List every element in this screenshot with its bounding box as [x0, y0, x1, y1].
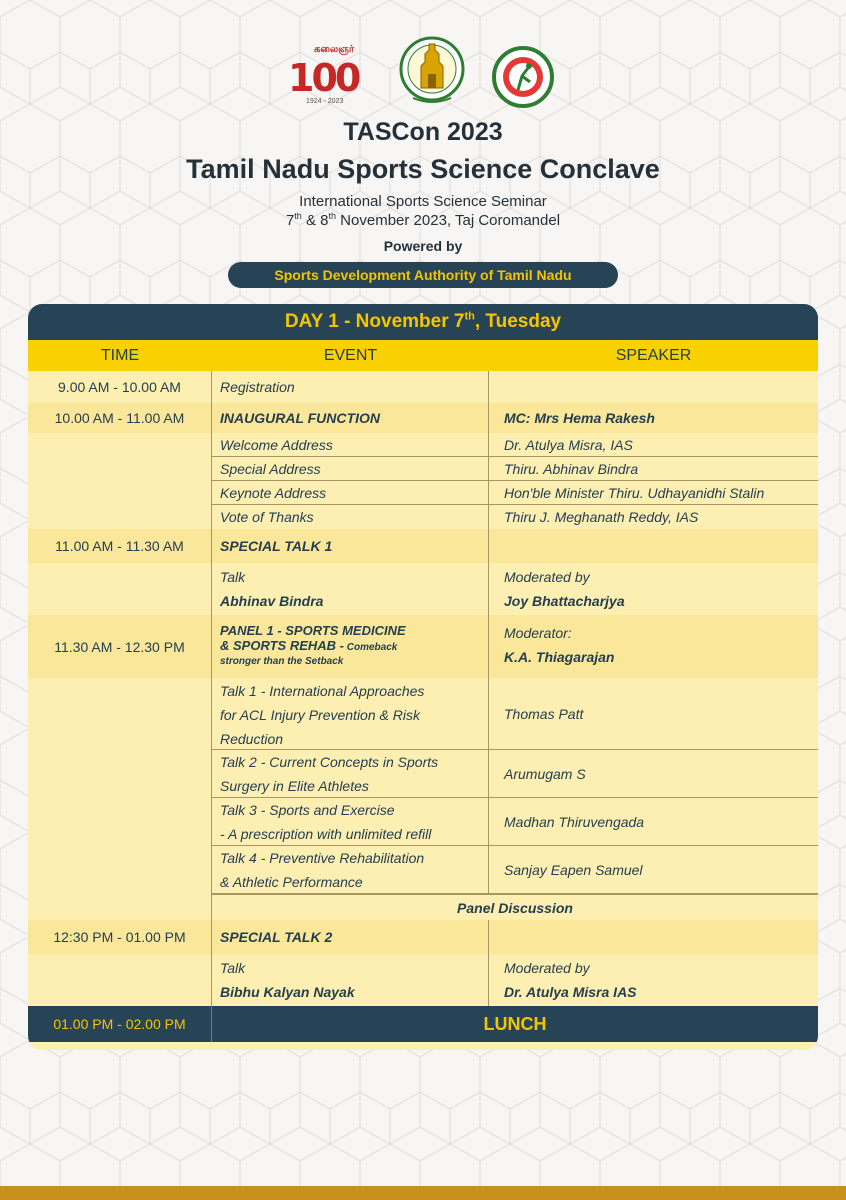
moderator-name: K.A. Thiagarajan — [504, 649, 615, 665]
event-cell: Talk 4 - Preventive Rehabilitation & Athletic Performance — [212, 846, 489, 893]
time-cell — [28, 678, 212, 920]
event-cell: Talk 2 - Current Concepts in Sports Surgery in Elite Athletes — [212, 750, 489, 797]
speaker-subcell: Dr. Atulya Misra, IAS — [489, 433, 818, 457]
table-row-panel-1 — [28, 615, 818, 678]
moderator-label: Moderated by — [504, 960, 590, 976]
sdat-logo-icon — [492, 46, 554, 108]
speaker-subcell-group — [489, 433, 818, 529]
time-cell: 10.00 AM - 11.00 AM — [28, 403, 212, 433]
moderator-label: Moderated by — [504, 569, 590, 585]
powered-by-label: Powered by — [383, 238, 463, 254]
speaker-cell — [489, 371, 818, 403]
table-row-inaugural — [28, 403, 818, 433]
speaker-cell — [489, 563, 818, 615]
moderator-name: Dr. Atulya Misra IAS — [504, 984, 637, 1000]
speaker-cell: Arumugam S — [504, 766, 586, 782]
event-cell: INAUGURAL FUNCTION — [212, 403, 489, 433]
centenary-years: 1924 - 2023 — [306, 98, 344, 105]
moderator-name: Joy Bhattacharjya — [504, 593, 625, 609]
speaker-cell — [489, 954, 818, 1006]
event-cell — [212, 615, 489, 678]
authority-badge: Sports Development Authority of Tamil Nadu — [228, 262, 618, 288]
panel-discussion: Panel Discussion — [212, 894, 818, 920]
table-row-special-talk-2-detail — [28, 954, 818, 1006]
talk-label: Talk — [220, 960, 246, 976]
panel-title-line-3: stronger than the Setback — [220, 656, 344, 667]
centenary-number: 100 — [288, 56, 359, 100]
time-cell — [28, 563, 212, 615]
column-header-speaker: SPEAKER — [615, 347, 692, 364]
panel-talk-group — [212, 678, 818, 920]
panel-title-line-1: PANEL 1 - SPORTS MEDICINE — [220, 623, 406, 638]
speaker-subcell: Thiru. Abhinav Bindra — [489, 457, 818, 481]
time-cell: 01.00 PM - 02.00 PM — [28, 1006, 212, 1042]
table-row-special-talk-2 — [28, 920, 818, 954]
speaker-cell: Madhan Thiruvengada — [504, 814, 645, 830]
schedule-table — [28, 304, 818, 1050]
panel-talk-row — [212, 846, 818, 894]
bottom-gold-strip — [0, 1186, 846, 1200]
time-cell: 9.00 AM - 10.00 AM — [28, 371, 212, 403]
event-cell: SPECIAL TALK 2 — [212, 920, 489, 954]
event-subcell: Vote of Thanks — [220, 509, 314, 525]
column-header-event: EVENT — [323, 347, 378, 364]
logo-bar — [0, 36, 846, 116]
table-row-panel-talks — [28, 678, 818, 920]
speaker-cell: Thomas Patt — [504, 706, 584, 722]
table-row-special-talk-1-detail — [28, 563, 818, 615]
column-header-time: TIME — [100, 347, 140, 364]
event-title: TASCon 2023 — [343, 118, 503, 146]
speaker-subcell: Thiru J. Meghanath Reddy, IAS — [504, 509, 699, 525]
event-date-venue: 7th & 8th November 2023, Taj Coromandel — [285, 211, 561, 229]
event-cell: Talk 3 - Sports and Exercise - A prescription with unlimited refill — [212, 798, 489, 845]
speaker-cell — [489, 615, 818, 678]
kalaignar-tamil-text: கலைஞர் — [314, 44, 355, 55]
time-cell — [28, 954, 212, 1006]
panel-talk-row — [212, 798, 818, 846]
table-header — [28, 340, 818, 371]
event-cell — [212, 954, 489, 1006]
time-cell — [28, 433, 212, 529]
kalaignar-100-logo — [286, 44, 364, 110]
table-row-special-talk-1 — [28, 529, 818, 563]
event-subtitle: Tamil Nadu Sports Science Conclave — [186, 154, 660, 184]
speaker-cell: Sanjay Eapen Samuel — [504, 862, 643, 878]
seminar-name: International Sports Science Seminar — [299, 193, 547, 210]
tamil-nadu-emblem-icon — [399, 36, 465, 108]
panel-talk-row — [212, 750, 818, 798]
time-cell: 11.30 AM - 12.30 PM — [28, 615, 212, 678]
event-subcell-group — [212, 433, 489, 529]
table-row-registration — [28, 371, 818, 403]
talk-speaker: Bibhu Kalyan Nayak — [220, 984, 355, 1000]
talk-label: Talk — [220, 569, 246, 585]
event-cell: Talk 1 - International Approaches for ACL Injury Prevention & Risk Reduction — [212, 678, 489, 749]
moderator-label: Moderator: — [504, 625, 572, 641]
event-subcell: Welcome Address — [212, 433, 488, 457]
speaker-cell — [489, 529, 818, 563]
day-title-bar: DAY 1 - November 7th, Tuesday — [28, 304, 818, 340]
table-row-lunch — [28, 1006, 818, 1042]
talk-speaker: Abhinav Bindra — [220, 593, 324, 609]
table-row-inaugural-items — [28, 433, 818, 529]
speaker-cell: MC: Mrs Hema Rakesh — [504, 410, 655, 426]
event-subcell: Special Address — [212, 457, 488, 481]
event-cell — [212, 563, 489, 615]
time-cell: 11.00 AM - 11.30 AM — [28, 529, 212, 563]
event-subcell: Keynote Address — [212, 481, 488, 505]
event-cell: SPECIAL TALK 1 — [212, 529, 489, 563]
speaker-subcell: Hon'ble Minister Thiru. Udhayanidhi Stalin — [489, 481, 818, 505]
speaker-cell — [489, 920, 818, 954]
time-cell: 12:30 PM - 01.00 PM — [28, 920, 212, 954]
panel-talk-row — [212, 678, 818, 750]
event-cell: Registration — [212, 371, 489, 403]
panel-title-line-2: & SPORTS REHAB - Comeback — [220, 638, 398, 653]
lunch-label: LUNCH — [483, 1014, 547, 1034]
